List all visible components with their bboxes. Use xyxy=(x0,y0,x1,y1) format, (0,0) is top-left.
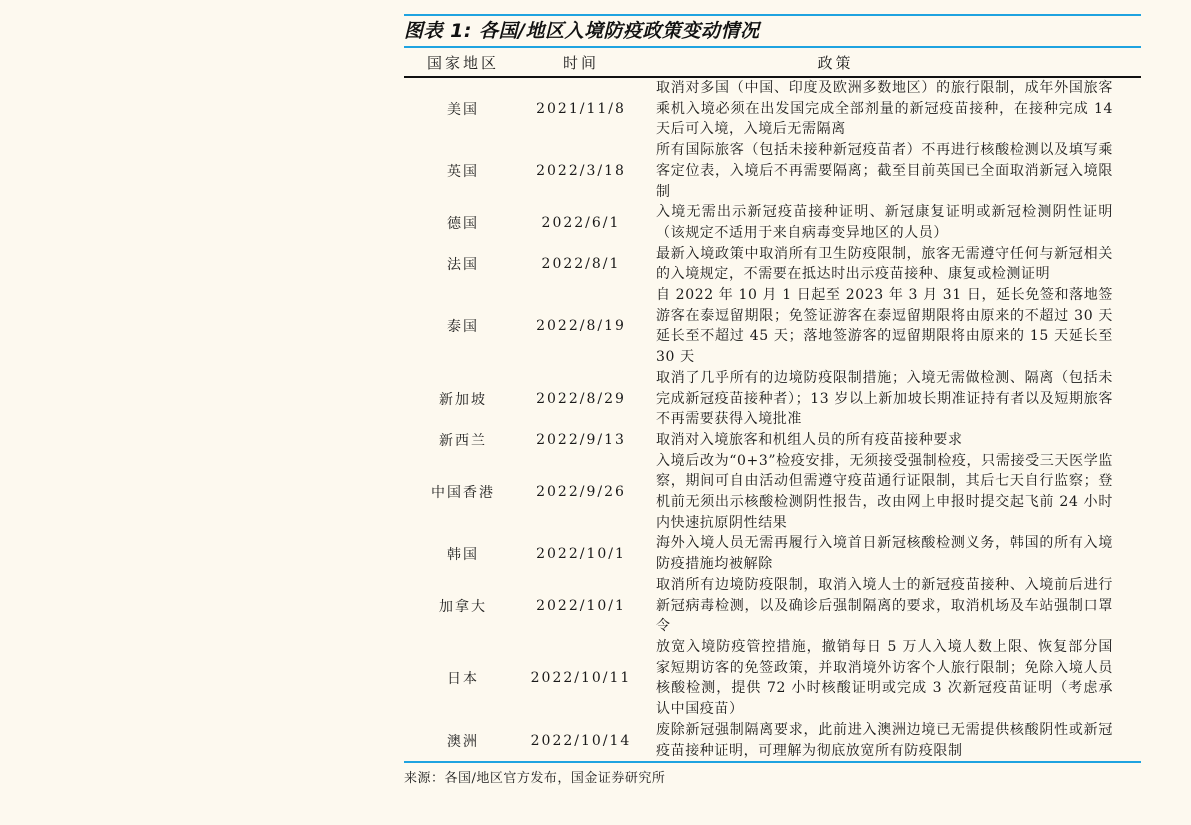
date-cell: 2022/8/29 xyxy=(536,390,626,407)
header-policy: 政策 xyxy=(817,53,854,72)
date-cell: 2021/11/8 xyxy=(536,101,626,118)
policy-cell: 入境无需出示新冠疫苗接种证明、新冠康复证明或新冠检测阴性证明（该规定不适用于来自病毒变异地区的人员） xyxy=(656,204,1113,241)
table-row xyxy=(404,430,1141,451)
table-row xyxy=(404,140,1141,202)
table-header xyxy=(404,48,1141,76)
figure-container xyxy=(404,14,1141,786)
country-cell: 泰国 xyxy=(447,319,479,336)
header-date: 时间 xyxy=(562,53,599,72)
policy-cell: 入境后改为“0+3”检疫安排，无须接受强制检疫，只需接受三天医学监察，期间可自由活动但需遵守疫苗通行证限制，其后七天自行监察；登机前无须出示核酸检测阴性报告，改由网上申报时提交起飞前 24 小时内快速抗原阴性结果 xyxy=(656,452,1113,531)
date-cell: 2022/8/19 xyxy=(536,318,626,335)
country-cell: 德国 xyxy=(447,215,479,232)
table-row xyxy=(404,202,1141,243)
table-body xyxy=(404,78,1141,761)
date-cell: 2022/9/13 xyxy=(536,432,626,449)
date-cell: 2022/10/1 xyxy=(536,546,626,563)
country-cell: 韩国 xyxy=(447,547,479,564)
table-row xyxy=(404,368,1141,430)
policy-cell: 所有国际旅客（包括未接种新冠疫苗者）不再进行核酸检测以及填写乘客定位表，入境后不再需要隔离；截至目前英国已全面取消新冠入境限制 xyxy=(656,142,1113,200)
date-cell: 2022/10/11 xyxy=(530,670,632,687)
country-cell: 法国 xyxy=(447,257,479,274)
table-row xyxy=(404,451,1141,534)
country-cell: 新西兰 xyxy=(439,433,487,450)
figure-title: 图表 1: 各国/地区入境防疫政策变动情况 xyxy=(404,20,760,42)
date-cell: 2022/8/1 xyxy=(541,256,621,273)
policy-cell: 放宽入境防疫管控措施，撤销每日 5 万人入境人数上限、恢复部分国家短期访客的免签政策，并取消境外访客个人旅行限制；免除入境人员核酸检测，提供 72 小时核酸证明或完成 3 次新冠疫苗证明（考虑承认中国疫苗） xyxy=(656,638,1113,718)
table-row xyxy=(404,78,1141,140)
date-cell: 2022/10/14 xyxy=(530,732,632,749)
policy-cell: 取消对多国（中国、印度及欧洲多数地区）的旅行限制，成年外国旅客乘机入境必须在出发国完成全部剂量的新冠疫苗接种，在接种完成 14 天后可入境，入境后无需隔离 xyxy=(656,80,1113,138)
source-note: 来源：各国/地区官方发布，国金证券研究所 xyxy=(404,771,666,787)
country-cell: 英国 xyxy=(447,164,479,181)
header-country: 国家地区 xyxy=(426,53,499,72)
table-row xyxy=(404,285,1141,368)
policy-cell: 取消对入境旅客和机组人员的所有疫苗接种要求 xyxy=(656,431,963,448)
policy-cell: 自 2022 年 10 月 1 日起至 2023 年 3 月 31 日，延长免签和落地签游客在泰逗留期限；免签证游客在泰逗留期限将由原来的不超过 30 天延长至不超过 45 天；落地签游客的逗留期限将由原来的 15 天延长至 30 天 xyxy=(656,287,1113,366)
country-cell: 中国香港 xyxy=(431,485,495,502)
table-row xyxy=(404,244,1141,285)
country-cell: 澳洲 xyxy=(447,733,479,750)
bottom-rule xyxy=(404,761,1141,763)
date-cell: 2022/3/18 xyxy=(536,163,626,180)
date-cell: 2022/6/1 xyxy=(541,214,621,231)
country-cell: 新加坡 xyxy=(439,391,487,408)
country-cell: 加拿大 xyxy=(439,598,487,615)
table-row xyxy=(404,533,1141,574)
country-cell: 日本 xyxy=(447,671,479,688)
policy-cell: 废除新冠强制隔离要求，此前进入澳洲边境已无需提供核酸阴性或新冠疫苗接种证明，可理解为彻底放宽所有防疫限制 xyxy=(656,721,1113,759)
country-cell: 美国 xyxy=(447,102,479,119)
policy-cell: 最新入境政策中取消所有卫生防疫限制，旅客无需遵守任何与新冠相关的入境规定，不需要在抵达时出示疫苗接种、康复或检测证明 xyxy=(656,245,1113,283)
table-row xyxy=(404,637,1141,720)
table-row xyxy=(404,720,1141,761)
table-row xyxy=(404,575,1141,637)
date-cell: 2022/9/26 xyxy=(536,484,626,501)
date-cell: 2022/10/1 xyxy=(536,597,626,614)
policy-cell: 取消了几乎所有的边境防疫限制措施；入境无需做检测、隔离（包括未完成新冠疫苗接种者）；13 岁以上新加坡长期准证持有者以及短期旅客不再需要获得入境批准 xyxy=(656,369,1113,428)
policy-cell: 取消所有边境防疫限制，取消入境人士的新冠疫苗接种、入境前后进行新冠病毒检测，以及确诊后强制隔离的要求，取消机场及车站强制口罩令 xyxy=(656,576,1113,635)
policy-cell: 海外入境人员无需再履行入境首日新冠核酸检测义务，韩国的所有入境防疫措施均被解除 xyxy=(656,535,1113,573)
